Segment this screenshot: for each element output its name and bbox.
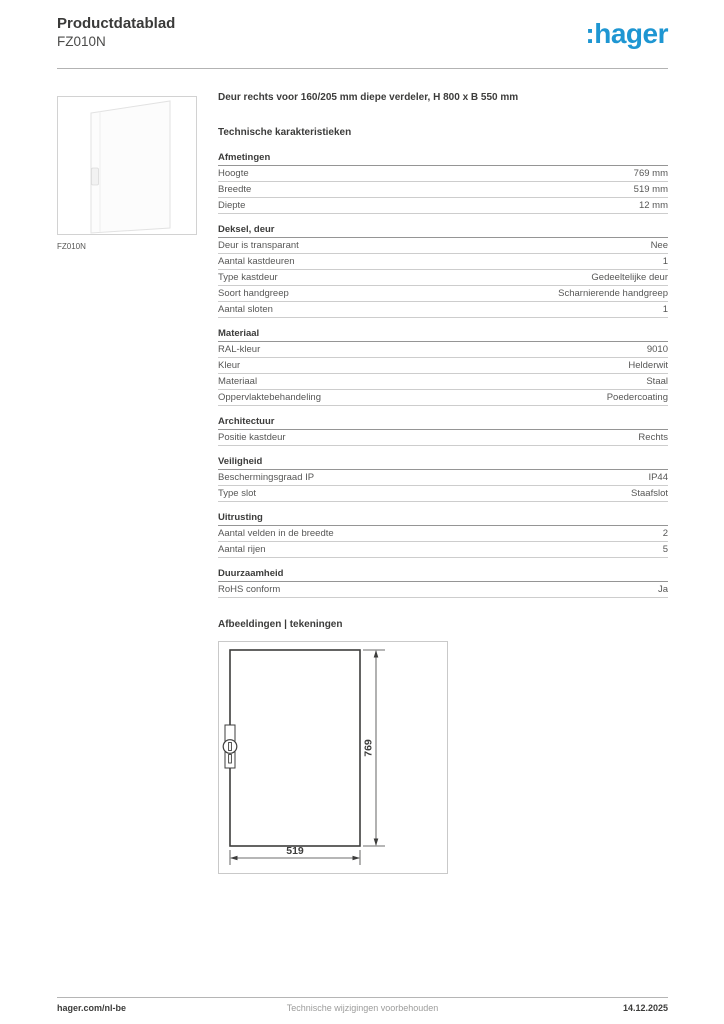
dimension-height xyxy=(363,650,386,846)
footer-date: 14.12.2025 xyxy=(622,1003,668,1013)
spec-label: Breedte xyxy=(218,184,252,195)
door-panel-image xyxy=(58,97,196,234)
spec-row xyxy=(218,582,668,598)
spec-row xyxy=(218,182,668,198)
spec-row xyxy=(218,358,668,374)
spec-value: Rechts xyxy=(638,432,668,443)
spec-group-title: Materiaal xyxy=(218,329,668,342)
spec-row xyxy=(218,486,668,502)
dimension-width xyxy=(230,845,360,865)
spec-group-title: Architectuur xyxy=(218,417,668,430)
spec-row xyxy=(218,342,668,358)
spec-label: Aantal velden in de breedte xyxy=(218,528,334,539)
drawing-door-outline xyxy=(230,650,360,846)
footer-disclaimer: Technische wijzigingen voorbehouden xyxy=(286,1003,439,1013)
spec-label: Diepte xyxy=(218,200,246,211)
spec-group-title: Deksel, deur xyxy=(218,225,668,238)
header-title-block xyxy=(57,15,175,50)
spec-label: Aantal kastdeuren xyxy=(218,256,295,267)
spec-row xyxy=(218,166,668,182)
spec-column xyxy=(218,92,668,874)
spec-value: 1 xyxy=(662,256,668,267)
technical-drawing-frame xyxy=(218,641,448,874)
main-content xyxy=(57,92,668,874)
spec-label: Deur is transparant xyxy=(218,240,299,251)
spec-value: 5 xyxy=(662,544,668,555)
spec-label: Positie kastdeur xyxy=(218,432,286,443)
spec-value: 12 mm xyxy=(638,200,668,211)
spec-value: Nee xyxy=(650,240,668,251)
spec-label: Aantal sloten xyxy=(218,304,273,315)
spec-group-title: Veiligheid xyxy=(218,457,668,470)
header xyxy=(57,15,668,53)
dimension-width-label: 519 xyxy=(286,845,304,857)
spec-row xyxy=(218,238,668,254)
footer-website: hager.com/nl-be xyxy=(57,1003,127,1013)
spec-value: 519 mm xyxy=(633,184,668,195)
spec-group-afmetingen xyxy=(218,153,668,214)
spec-value: 9010 xyxy=(646,344,668,355)
spec-row xyxy=(218,302,668,318)
footer-divider xyxy=(57,997,668,998)
product-image-frame xyxy=(57,96,197,235)
product-image-column xyxy=(57,92,197,874)
spec-value: Staal xyxy=(646,376,668,387)
spec-value: 2 xyxy=(662,528,668,539)
spec-row xyxy=(218,198,668,214)
dimension-height-label: 769 xyxy=(362,739,375,757)
logo-text: hager xyxy=(594,18,668,49)
header-divider xyxy=(57,68,668,69)
spec-group-title: Afmetingen xyxy=(218,153,668,166)
spec-group-architectuur xyxy=(218,417,668,446)
spec-group-title: Duurzaamheid xyxy=(218,569,668,582)
tech-section-title: Technische karakteristieken xyxy=(218,127,352,138)
product-description: Deur rechts voor 160/205 mm diepe verdeler, H 800 x B 550 mm xyxy=(218,92,519,103)
technical-drawing xyxy=(219,642,447,873)
spec-value: Gedeeltelijke deur xyxy=(591,272,668,283)
spec-row xyxy=(218,542,668,558)
spec-row xyxy=(218,254,668,270)
page-title: Productdatablad xyxy=(57,15,176,32)
spec-label: Beschermingsgraad IP xyxy=(218,472,315,483)
spec-label: Type slot xyxy=(218,488,257,499)
spec-label: Oppervlaktebehandeling xyxy=(218,392,321,403)
spec-row xyxy=(218,430,668,446)
spec-row xyxy=(218,270,668,286)
spec-group-deksel-deur xyxy=(218,225,668,318)
drawing-lock-icon xyxy=(223,725,237,768)
spec-label: Type kastdeur xyxy=(218,272,278,283)
spec-group-title: Uitrusting xyxy=(218,513,668,526)
spec-row xyxy=(218,374,668,390)
door-panel-shape xyxy=(91,101,170,233)
spec-value: Ja xyxy=(657,584,668,595)
spec-value: IP44 xyxy=(648,472,668,483)
drawings-section-title: Afbeeldingen | tekeningen xyxy=(218,619,343,630)
product-image-caption: FZ010N xyxy=(57,242,86,251)
spec-row xyxy=(218,526,668,542)
hager-logo xyxy=(585,15,668,53)
spec-label: Materiaal xyxy=(218,376,258,387)
spec-label: Aantal rijen xyxy=(218,544,266,555)
spec-value: 769 mm xyxy=(633,168,668,179)
footer xyxy=(57,1003,668,1013)
spec-group-duurzaamheid xyxy=(218,569,668,598)
spec-row xyxy=(218,286,668,302)
spec-value: Helderwit xyxy=(628,360,668,371)
spec-value: 1 xyxy=(662,304,668,315)
spec-group-uitrusting xyxy=(218,513,668,558)
product-code: FZ010N xyxy=(57,34,106,49)
spec-label: RoHS conform xyxy=(218,584,281,595)
spec-row xyxy=(218,470,668,486)
spec-label: Soort handgreep xyxy=(218,288,289,299)
door-handle-icon xyxy=(92,168,99,185)
spec-row xyxy=(218,390,668,406)
spec-group-veiligheid xyxy=(218,457,668,502)
spec-label: RAL-kleur xyxy=(218,344,261,355)
spec-value: Poedercoating xyxy=(606,392,668,403)
spec-value: Staafslot xyxy=(631,488,668,499)
spec-label: Kleur xyxy=(218,360,241,371)
spec-label: Hoogte xyxy=(218,168,249,179)
logo-colon: : xyxy=(585,18,595,49)
spec-group-materiaal xyxy=(218,329,668,406)
spec-value: Scharnierende handgreep xyxy=(558,288,668,299)
